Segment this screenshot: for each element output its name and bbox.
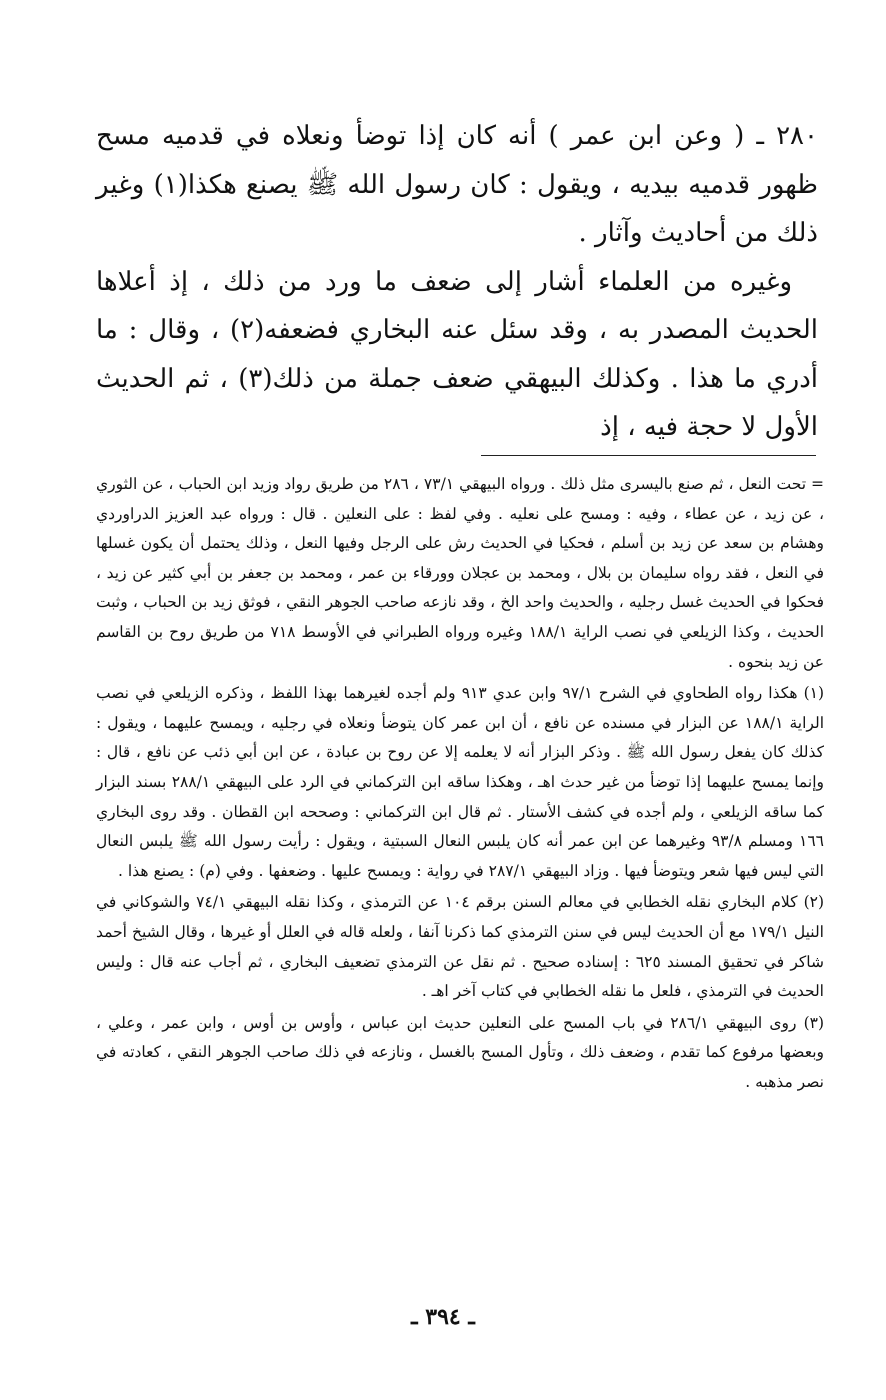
footnotes <box>96 470 824 1097</box>
page-number: ـ ٣٩٤ ـ <box>411 1304 475 1330</box>
footnote-continued: = تحت النعل ، ثم صنع باليسرى مثل ذلك . ورواه البيهقي ٧٣/١ ، ٢٨٦ من طريق رواد وزيد ابن الحباب ، عن الثوري ، عن زيد ، عن عطاء ، وفيه : ومسح على نعليه . وفي لفظ : على النعلين . قال : ورواه عبد العزيز الدراوردي وهشام بن سعد عن زيد بن أسلم ، فحكيا في الحديث رش على الرجل وفيها النعل ، وذلك يحتمل أن يكون غسلها في النعل ، فقد رواه سليمان بن بلال ، ومحمد بن عجلان وورقاء بن عمر ، ومحمد بن جعفر بن أبي كثير عن زيد ، فحكوا في الحديث غسل رجليه ، والحديث واحد الخ ، وقد نازعه صاحب الجوهر النقي ، فوثق زيد بن الحباب ، وثبت الحديث ، وكذا الزيلعي في نصب الراية ١٨٨/١ وغيره ورواه الطبراني في الأوسط ٧١٨ من طريق روح بن القاسم عن زيد بنحوه . <box>96 475 825 671</box>
footnote-separator <box>481 455 816 456</box>
hadith-280-paragraph: ٢٨٠ ـ ( وعن ابن عمر ) أنه كان إذا توضأ ونعلاه في قدميه مسح ظهور قدميه بيديه ، ويقول : كان رسول الله ﷺ يصنع هكذا(١) وغير ذلك من أحاديث وآثار . <box>96 121 818 248</box>
footnote-3: (٣) روى البيهقي ٢٨٦/١ في باب المسح على النعلين حديث ابن عباس ، وأوس بن أوس ، وابن عمر ، وعلي ، وبعضها مرفوع كما تقدم ، وضعف ذلك ، وتأول المسح بالغسل ، ونازعه في ذلك صاحب الجوهر النقي ، كعادته في نصر مذهبه . <box>96 1013 825 1091</box>
footnote-1: (١) هكذا رواه الطحاوي في الشرح ٩٧/١ وابن عدي ٩١٣ ولم أجده لغيرهما بهذا اللفظ ، وذكره الزيلعي في نصب الراية ١٨٨/١ عن البزار في مسنده عن نافع ، أن ابن عمر كان يتوضأ ونعلاه في رجليه ، ويمسح عليهما ، ويقول : كذلك كان يفعل رسول الله ﷺ . وذكر البزار أنه لا يعلمه إلا عن روح بن عبادة ، عن ابن أبي ذئب عن نافع ، قال : وإنما يمسح عليهما إذا توضأ من غير حدث اهـ ، وهكذا ساقه ابن التركماني في الرد على البيهقي ٢٨٨/١ بسند البزار كما ساقه الزيلعي ، ولم أجده في كشف الأستار . ثم قال ابن التركماني : وصححه ابن القطان . وقد روى البخاري ١٦٦ ومسلم ٩٣/٨ وغيرهما عن ابن عمر أنه كان يلبس النعال السبتية ، ويقول : رأيت رسول الله ﷺ يلبس النعال التي ليس فيها شعر ويتوضأ فيها . وزاد البيهقي ٢٨٧/١ في رواية : ويمسح عليها . وضعفها . وفي (م) : يصنع هذا . <box>96 684 825 880</box>
main-text <box>96 112 818 452</box>
footnote-2: (٢) كلام البخاري نقله الخطابي في معالم السنن برقم ١٠٤ عن الترمذي ، وكذا نقله البيهقي ٧٤/١ والشوكاني في النيل ١٧٩/١ مع أن الحديث ليس في سنن الترمذي كما ذكرنا آنفا ، ولعله قاله في العلل أو غيرها ، وقال الشيخ أحمد شاكر في تحقيق المسند ٦٢٥ : إسناده صحيح . ثم نقل عن الترمذي تضعيف البخاري ، ثم أجاب عنه قال : وليس الحديث في الترمذي ، فلعل ما نقله الخطابي في كتاب آخر اهـ . <box>96 893 825 1001</box>
commentary-paragraph: وغيره من العلماء أشار إلى ضعف ما ورد من ذلك ، إذ أعلاها الحديث المصدر به ، وقد سئل عنه البخاري فضعفه(٢) ، وقال : ما أدري ما هذا . وكذلك البيهقي ضعف جملة من ذلك(٣) ، ثم الحديث الأول لا حجة فيه ، إذ <box>96 266 818 442</box>
